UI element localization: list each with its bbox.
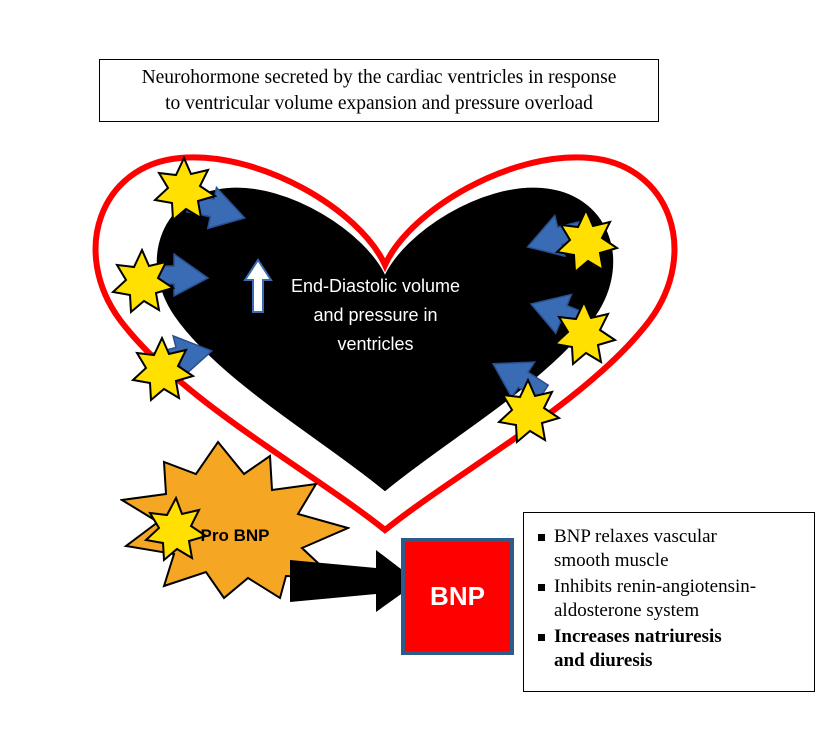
bnp-effects-box [523, 512, 815, 692]
bullet-text [554, 625, 722, 673]
caption-line-1: Neurohormone secreted by the cardiac ventricles in response [141, 66, 617, 88]
bullet-line-1: Inhibits renin-angiotensin- [554, 576, 757, 597]
heart-label-line-1: End-Diastolic volume [290, 276, 461, 296]
caption-box [99, 59, 659, 122]
list-item [536, 625, 804, 673]
caption-line-2: to ventricular volume expansion and pressure overload [165, 92, 593, 114]
bnp-box [401, 538, 514, 655]
up-arrow-icon [243, 258, 273, 314]
bullet-line-1: BNP relaxes vascular [554, 526, 717, 547]
bnp-label: BNP [430, 581, 485, 611]
bullet-text [554, 525, 717, 573]
pro-bnp-label: Pro BNP [200, 526, 270, 545]
list-item [536, 525, 804, 573]
heart-label-line-3: ventricles [337, 334, 414, 354]
bullet-square-icon [538, 584, 545, 591]
bullet-line-2: and diuresis [554, 650, 653, 671]
bullet-text [554, 575, 756, 623]
bullet-line-2: smooth muscle [554, 550, 669, 571]
bullet-square-icon [538, 534, 545, 541]
list-item [536, 575, 804, 623]
bullet-line-2: aldosterone system [554, 600, 700, 621]
heart-label-line-2: and pressure in [313, 305, 438, 325]
bullet-line-1: Increases natriuresis [554, 626, 722, 647]
bullet-square-icon [538, 634, 545, 641]
